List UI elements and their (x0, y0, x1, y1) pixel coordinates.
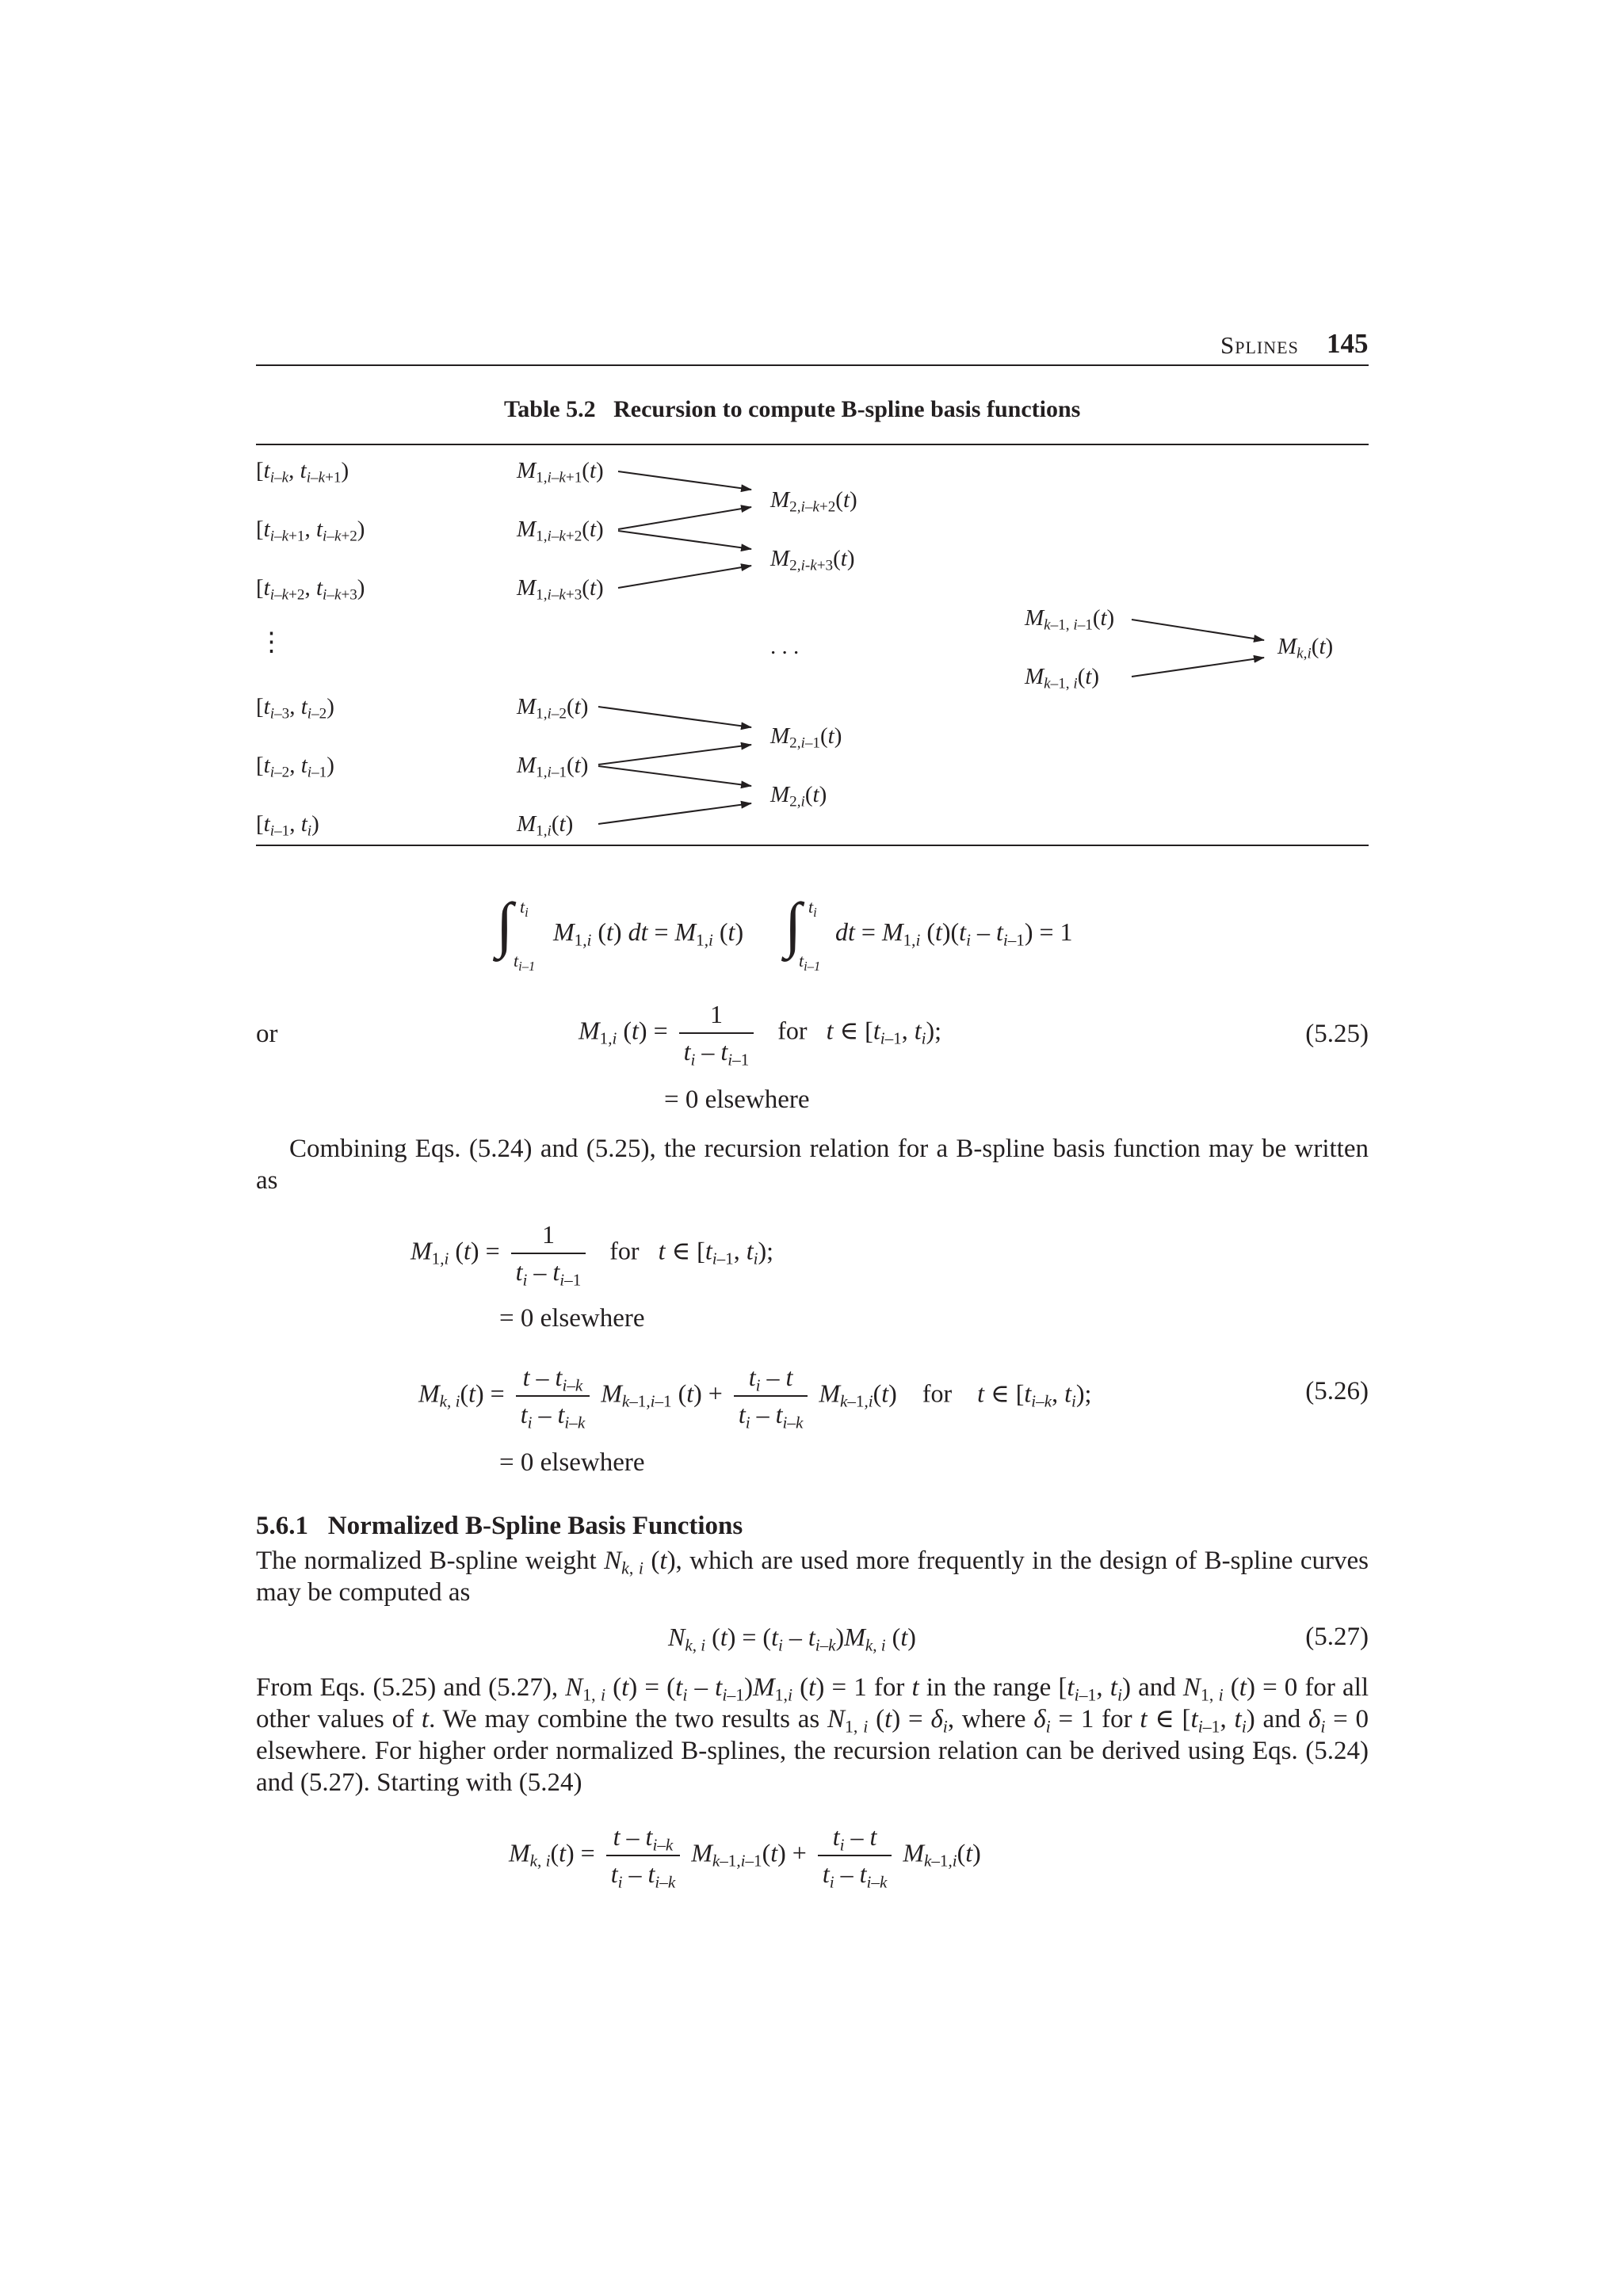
arrow (618, 566, 751, 588)
eq-5-26-elsewhere-2: = 0 elsewhere (499, 1448, 645, 1477)
m1-4: $M_{1,i-2}(t)$ (517, 694, 589, 723)
arrow (598, 803, 751, 824)
eq-5-25: $M_{1,i}$ (t) = $\frac{1}{t_i - t_{i-1}}$ for t ∈ [$t_{i-1}$, $t_i$); (579, 1000, 941, 1070)
interval-1: [$t_{i-k}$, $t_{i-k+1}$) (256, 458, 349, 486)
integral-expr-2: dt = $M_{1,i}$ $(t)(t_i - t_{i-1}) = 1$ (835, 917, 1073, 950)
section-number: 5.6.1 (256, 1512, 308, 1540)
m2-3: $M_{2,i-1}(t)$ (770, 723, 842, 752)
m2-4: $M_{2,i}(t)$ (770, 782, 827, 810)
interval-4: [$t_{i-3}$, $t_{i-2}$) (256, 694, 334, 723)
arrow (598, 766, 751, 786)
section-heading (256, 1512, 743, 1541)
eq-5-26-elsewhere-1: = 0 elsewhere (499, 1304, 645, 1333)
integral-upper-limit: $t_i$ (520, 897, 529, 920)
m2-2: $M_{2,i-k+3}(t)$ (770, 546, 855, 574)
integral-expr-1: $M_{1,i}$ (t) dt = $M_{1,i}$ (t) (553, 917, 744, 950)
arrow (618, 507, 751, 529)
middle-dots: . . . (770, 634, 800, 659)
mk-result: $M_{k,i}(t)$ (1277, 634, 1334, 662)
m1-3: $M_{1,i-k+3}(t)$ (517, 575, 604, 604)
page-number: 145 (1327, 328, 1369, 359)
interval-2: [$t_{i-k+1}$, $t_{i-k+2}$) (256, 517, 365, 545)
paragraph: From Eqs. (5.25) and (5.27), $N_{1, i}$ $(t) = (t_i - t_{i-1})M_{1,i}$ (t) = 1 for t in the range [$t_{i-1}$, $t_i$) and $N_{1, i}$ (t) = 0 for all other values of t. We may combine the two results as $N_{1, i}$ $(t) = \delta_i$, where $\delta_i = 1$ for t ∈ [$t_{i-1}$, $t_i$) and $\delta_i = 0$ elsewhere. For higher order normalized B-splines, the recursion relation can be derived using Eqs. (5.24) and (5.27). Starting with (5.24) (256, 1673, 1369, 1797)
integral-lower-limit: $t_{i-1}$ (514, 951, 536, 974)
integral-sign: ∫ (496, 890, 514, 959)
paragraph: Combining Eqs. (5.24) and (5.25), the recursion relation for a B-spline basis function may be written as (256, 1135, 1369, 1195)
eq-5-26-mk: $M_{k, i}(t)$ = $\frac{t - t_{i-k}}{t_i - t_{i-k}}$ $M_{k-1,i-1}$ (t) + $\frac{t_i - t}{t_i - t_{i-k}}$ $M_{k-1,i}(t)$ for t ∈ [$t_{i-k}$, $t_i$); (418, 1363, 1092, 1432)
integral-sign: ∫ (785, 890, 802, 959)
eq-5-25-elsewhere: = 0 elsewhere (664, 1085, 810, 1114)
eq-5-26-number: (5.26) (1305, 1377, 1369, 1405)
eq-5-26-m1: $M_{1,i}$ (t) = $\frac{1}{t_i - t_{i-1}}$ for t ∈ [$t_{i-1}$, $t_i$); (411, 1220, 773, 1290)
m1-1: $M_{1,i-k+1}(t)$ (517, 458, 604, 486)
arrow (598, 707, 751, 727)
eq-5-25-number: (5.25) (1305, 1020, 1369, 1048)
arrow (618, 471, 751, 490)
section-title: Normalized B-Spline Basis Functions (327, 1512, 743, 1540)
arrow (1132, 658, 1264, 677)
vertical-dots: ⋮ (258, 628, 285, 657)
arrow (598, 745, 751, 765)
integral-upper-limit: $t_i$ (808, 897, 817, 920)
m2-1: $M_{2,i-k+2}(t)$ (770, 487, 857, 516)
interval-5: [$t_{i-2}$, $t_{i-1}$) (256, 753, 334, 781)
interval-6: [$t_{i-1}$, $t_i$) (256, 811, 319, 840)
table-bottom-rule (256, 845, 1369, 846)
arrow (618, 531, 751, 549)
table-caption-label: Table 5.2 (504, 396, 596, 422)
table-caption-text: Recursion to compute B-spline basis functions (613, 396, 1081, 422)
m1-2: $M_{1,i-k+2}(t)$ (517, 517, 604, 545)
eq-5-27-number: (5.27) (1305, 1623, 1369, 1651)
mk1-1: $M_{k-1, i-1}(t)$ (1025, 605, 1115, 634)
eq-5-27: $N_{k, i}$ $(t) = (t_i - t_{i-k})M_{k, i}$ (t) (668, 1623, 916, 1655)
m1-5: $M_{1,i-1}(t)$ (517, 753, 589, 781)
integral-lower-limit: $t_{i-1}$ (799, 951, 821, 974)
eq-5-24-restated: $M_{k, i}(t)$ = $\frac{t - t_{i-k}}{t_i - t_{i-k}}$ $M_{k-1,i-1}(t)$ + $\frac{t_i - t}{t_i - t_{i-k}}$ $M_{k-1,i}(t)$ (509, 1822, 981, 1892)
interval-3: [$t_{i-k+2}$, $t_{i-k+3}$) (256, 575, 365, 604)
running-header: Splines (1220, 331, 1299, 359)
or-word: or (256, 1020, 278, 1048)
arrow (1132, 620, 1264, 640)
mk1-2: $M_{k-1, i}(t)$ (1025, 664, 1100, 692)
paragraph: The normalized B-spline weight $N_{k, i}$ (t), which are used more frequently in the design of B-spline curves may be computed as (256, 1547, 1369, 1607)
m1-6: $M_{1,i}(t)$ (517, 811, 574, 840)
